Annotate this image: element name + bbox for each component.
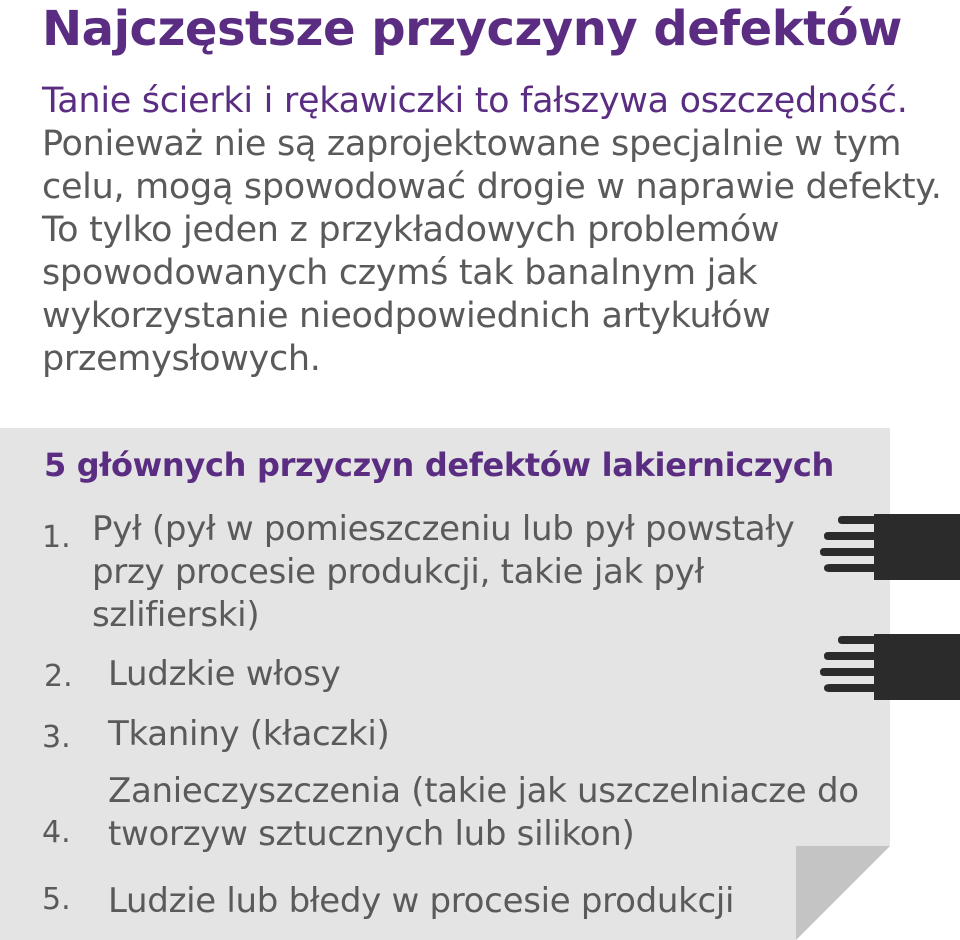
intro-body-1: Ponieważ nie są zaprojektowane specjalnie w tym celu, mogą spowodować drogie w naprawie defekty.	[42, 124, 942, 207]
card-fold-icon	[796, 846, 890, 940]
glove-icon	[820, 512, 960, 582]
causes-card	[0, 428, 890, 940]
list-item-number: 5.	[42, 882, 71, 917]
card-heading: 5 głównych przyczyn defektów lakierniczych	[44, 446, 834, 484]
intro-lead: Tanie ścierki i rękawiczki to fałszywa oszczędność.	[42, 81, 908, 121]
list-item: Zanieczyszczenia (takie jak uszczelniacze do tworzyw sztucznych lub silikon)	[108, 771, 859, 854]
list-item-number: 1.	[42, 520, 71, 555]
list-item: Tkaniny (kłaczki)	[108, 714, 390, 754]
list-item-number: 4.	[42, 815, 71, 850]
list-item: Ludzie lub błedy w procesie produkcji	[108, 881, 735, 921]
intro-body-2: To tylko jeden z przykładowych problemów spowodowanych czymś tak banalnym jak wykorzystanie nieodpowiednich artykułów przemysłowych.	[42, 210, 780, 379]
glove-icon	[820, 632, 960, 702]
page-title: Najczęstsze przyczyny defektów	[42, 1, 902, 57]
list-item: Pył (pył w pomieszczeniu lub pył powstały przy procesie produkcji, takie jak pył szlifierski)	[92, 509, 795, 635]
list-item-number: 2.	[44, 659, 73, 694]
list-item-number: 3.	[42, 720, 71, 755]
intro-text	[42, 80, 942, 381]
list-item: Ludzkie włosy	[108, 654, 341, 694]
